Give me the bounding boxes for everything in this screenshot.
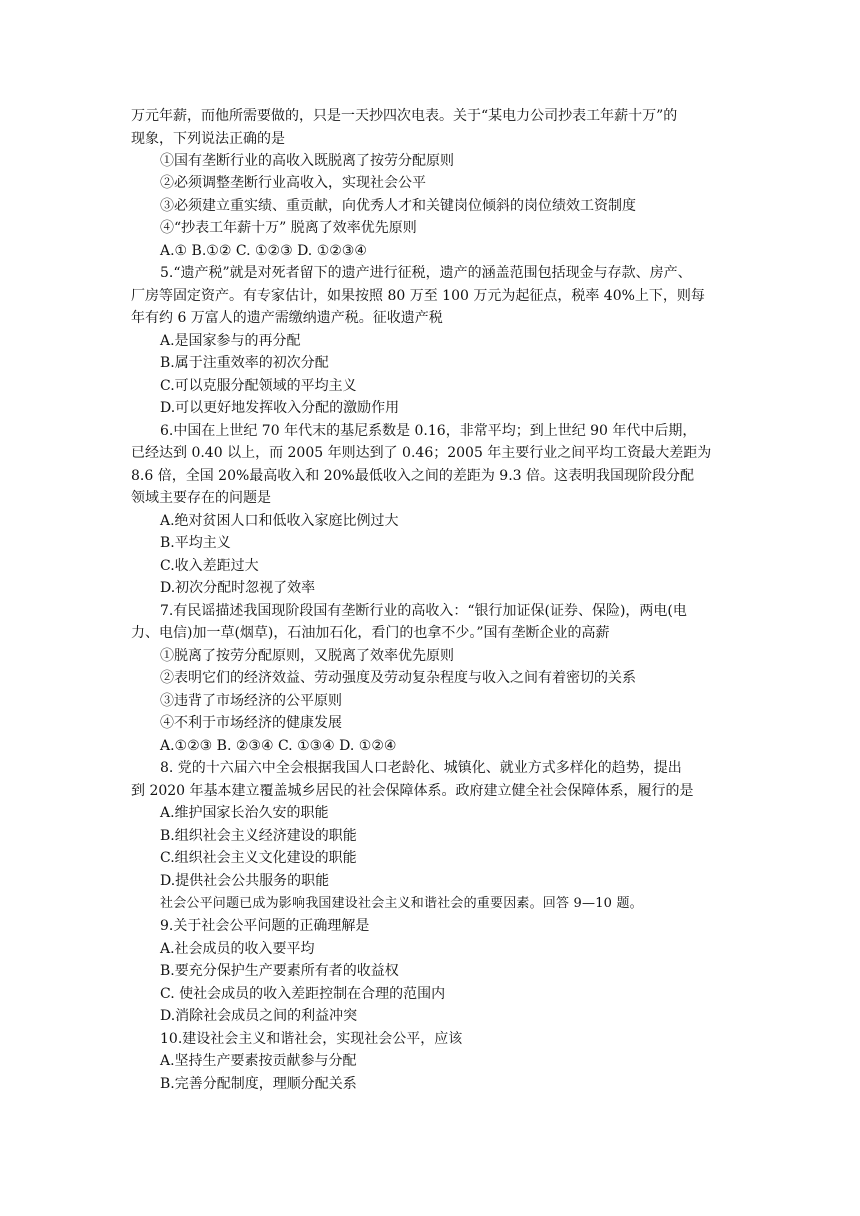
text-line: 到 2020 年基本建立覆盖城乡居民的社会保障体系。政府建立健全社会保障体系，履行的是 <box>131 783 694 799</box>
question-5: 5.“遗产税”就是对死者留下的遗产进行征税，遗产的涵盖范围包括现金与存款、房产、 <box>160 265 692 281</box>
text-line: 厂房等固定资产。有专家估计，如果按照 80 万至 100 万元为起征点，税率 40%上下，则每 <box>131 288 705 304</box>
option-d: D.初次分配时忽视了效率 <box>160 580 316 596</box>
text-line: ④“抄表工年薪十万” 脱离了效率优先原则 <box>160 220 417 236</box>
text-line: ④不利于市场经济的健康发展 <box>160 715 342 731</box>
text-line: 年有约 6 万富人的遗产需缴纳遗产税。征收遗产税 <box>131 310 443 326</box>
option-c: C. 使社会成员的收入差距控制在合理的范围内 <box>160 986 446 1002</box>
option-c: C.可以克服分配领域的平均主义 <box>160 378 357 394</box>
option-c: C.组织社会主义文化建设的职能 <box>160 850 357 866</box>
question-6: 6.中国在上世纪 70 年代末的基尼系数是 0.16，非常平均；到上世纪 90 年代中后期， <box>160 423 697 439</box>
answer-options: A.①②③ B. ②③④ C. ①③④ D. ①②④ <box>160 738 397 754</box>
text-line: 万元年薪，而他所需要做的，只是一天抄四次电表。关于“某电力公司抄表工年薪十万”的 <box>131 108 678 124</box>
text-line: ②必须调整垄断行业高收入，实现社会公平 <box>160 175 426 191</box>
option-b: B.平均主义 <box>160 535 231 551</box>
text-line: ①脱离了按劳分配原则，又脱离了效率优先原则 <box>160 648 454 664</box>
text-line: ①国有垄断行业的高收入既脱离了按劳分配原则 <box>160 153 454 169</box>
text-line: ②表明它们的经济效益、劳动强度及劳动复杂程度与收入之间有着密切的关系 <box>160 670 636 686</box>
text-line: 8.6 倍，全国 20%最高收入和 20%最低收入之间的差距为 9.3 倍。这表明我国现阶段分配 <box>131 468 695 484</box>
text-line: 力、电信)加一草(烟草)，石油加石化，看门的也拿不少。”国有垄断企业的高薪 <box>131 625 610 641</box>
text-line: ③违背了市场经济的公平原则 <box>160 693 342 709</box>
option-d: D.可以更好地发挥收入分配的激励作用 <box>160 400 400 416</box>
option-c: C.收入差距过大 <box>160 558 259 574</box>
option-b: B.完善分配制度，理顺分配关系 <box>160 1076 357 1092</box>
question-9: 9.关于社会公平问题的正确理解是 <box>160 918 370 934</box>
option-b: B.要充分保护生产要素所有者的收益权 <box>160 963 399 979</box>
option-a: A.社会成员的收入要平均 <box>160 941 315 957</box>
option-b: B.属于注重效率的初次分配 <box>160 355 329 371</box>
text-line: 现象，下列说法正确的是 <box>131 131 285 147</box>
question-10: 10.建设社会主义和谐社会，实现社会公平，应该 <box>160 1031 463 1047</box>
option-d: D.提供社会公共服务的职能 <box>160 873 330 889</box>
option-b: B.组织社会主义经济建设的职能 <box>160 828 357 844</box>
option-a: A.维护国家长治久安的职能 <box>160 805 329 821</box>
option-a: A.绝对贫困人口和低收入家庭比例过大 <box>160 513 399 529</box>
text-line: 领域主要存在的问题是 <box>131 490 271 506</box>
option-a: A.坚持生产要素按贡献参与分配 <box>160 1053 357 1069</box>
option-a: A.是国家参与的再分配 <box>160 333 301 349</box>
text-line: 已经达到 0.40 以上，而 2005 年则达到了 0.46；2005 年主要行业之间平均工资最大差距为 <box>131 445 712 461</box>
instruction-line: 社会公平问题已成为影响我国建设社会主义和谐社会的重要因素。回答 9—10 题。 <box>160 896 643 911</box>
option-d: D.消除社会成员之间的利益冲突 <box>160 1008 358 1024</box>
question-8: 8. 党的十六届六中全会根据我国人口老龄化、城镇化、就业方式多样化的趋势，提出 <box>160 760 682 776</box>
text-line: ③必须建立重实绩、重贡献，向优秀人才和关键岗位倾斜的岗位绩效工资制度 <box>160 198 636 214</box>
question-7: 7.有民谣描述我国现阶段国有垄断行业的高收入：“银行加证保(证券、保险)，两电(电 <box>160 603 687 619</box>
answer-options: A.① B.①② C. ①②③ D. ①②③④ <box>160 243 367 259</box>
